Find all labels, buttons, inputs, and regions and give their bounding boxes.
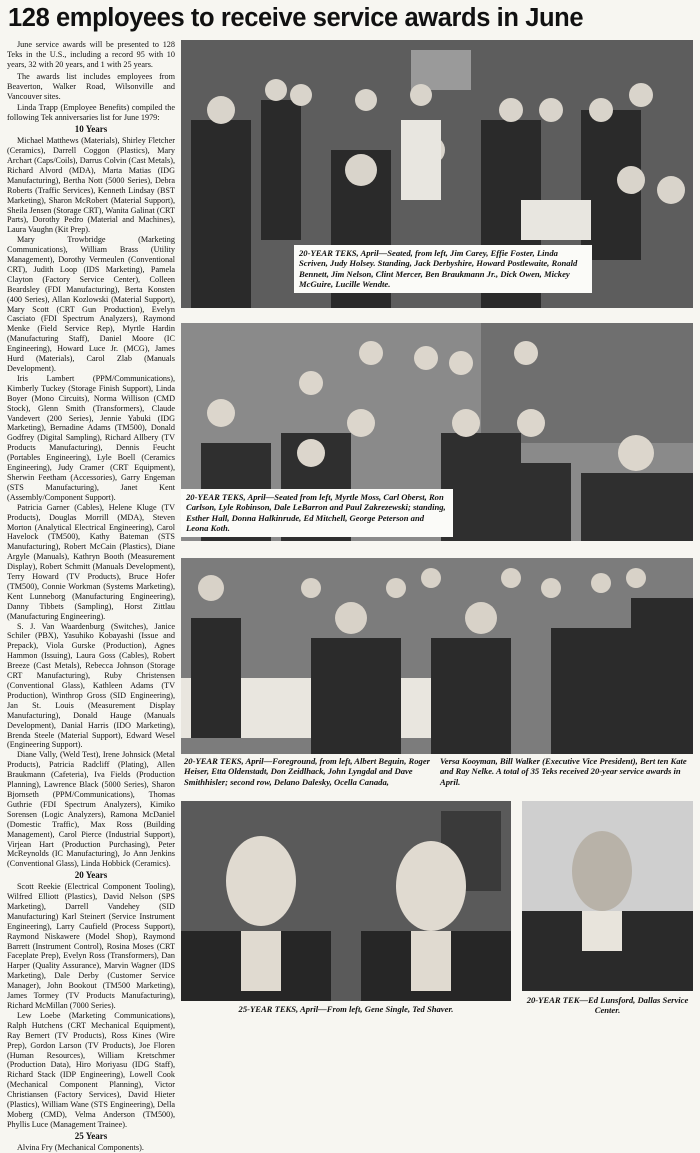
name-list-paragraph: Mary Trowbridge (Marketing Communications), William Brass (Utility Management), Dorothy Vermeulen (Conventional CRT), Judith Loop (IDS Marketing), Pamela Clayton (Factory Service Center), Colleen Beardsley (FDI Manufacturing), Berta Konsten (400 Series), Allan Kozlowski (Material Support), Mary Scott (CRT Gun Production), Evelyn Casciato (FDI Spectrum Analyzers), Raymond Menke (Field Service Rep), Myrtle Hardin (Manufacturing Staff), Daniel Moore (IC Engineering), Howard Luce Jr. (MCG), James Hurd (Materials), Carol Zlab (Manuals Development). (7, 235, 175, 373)
group-photo-3 (181, 558, 693, 754)
name-list-paragraph: Patricia Garner (Cables), Helene Kluge (TV Products), Douglas Morrill (MDA), Steven Morton (Analytical Electrical Engineering), Carol Havelock (TM500), Kathy Bateman (STS Manufacturing), Robert McCain (Plastics), Diane Argyle (Manuals), Kathryn Booth (Measurement Display), Robert Schmitt (Manuals Development), Terry Howard (TV Products), Bruce Hofer (TM500), Connie Workman (Systems Marketing), Kent Lunneborg (Manufacturing Engineering), Danny Tibbets (Sampling), Horst Zittlau (Manufacturing Engineering). (7, 502, 175, 621)
portrait-photo-5 (522, 801, 693, 991)
headline: 128 employees to receive service awards in June (8, 4, 584, 32)
section-heading-25-years: 25 Years (74, 1130, 108, 1141)
section-heading-10-years: 10 Years (74, 124, 108, 135)
awards-list-column (7, 40, 175, 1152)
photo-caption-2: 20-YEAR TEKS, April—Seated from left, Myrtle Moss, Carl Oberst, Ron Carlson, Lyle Robinson, Dale LeBarron and Paul Zakrezewski; standing, Esther Hall, Donna Halkinrude, Ed Mitchell, George Peterson and Leona Koth. (181, 489, 453, 537)
portrait-photo-4 (181, 801, 511, 1001)
group-photo-2 (181, 323, 693, 541)
name-list-paragraph: Michael Matthews (Materials), Shirley Fletcher (Ceramics), Darrell Coggon (Plastics), Mary Archart (Caps/Coils), Darrus Colvin (Cast Metals), Richard Alvord (MDA), Marta Matias (IDG Manufacturing), Bertha Nott (5000 Series), Debra Roberts (Traffic Services), Kenneth Lindsay (BST Marketing), Sharon McRobert (Material Support), Sheila Jensen (Storage CRT), Wanita Galinat (CRT Parts), Dorothy Pedro (Material and Machines), Laura Vaughn (Kit Prep). (7, 136, 175, 235)
intro-paragraph: The awards list includes employees from Beaverton, Walker Road, Wilsonville and Vancouver sites. (7, 71, 175, 101)
name-list-paragraph: S. J. Van Waardenburg (Switches), Janice Schiler (PBX), Yasuhiko Kobayashi (Issue and Prepack), Viola Gurske (Production), Agnes Hammon (Issuing), Laura Goss (Cables), Robert Breeze (Cast Metals), Rebecca Johnson (Storage CRT Manufacturing), Ruby Christensen (Conventional Glass), Kathleen Adams (TV Production), Winthrop Gross (SID Engineering), Jan St. Louis (Measurement Display Manufacturing), Donald Hauge (Manuals Development), Danial Harris (IDO Marketing), Brenda Steele (Material Support), Edward Wesel (Engineering Support). (7, 621, 175, 750)
section-heading-20-years: 20 Years (74, 870, 108, 881)
name-list-paragraph: Scott Reekie (Electrical Component Tooling), Wilfred Elliott (Plastics), David Nelson (SPS Marketing), Darrell Vandehey (SID Manufacturing) Karl Steinert (Service Instrument Engineering), Larry Caufield (Process Support), Raymond Niskawere (Model Shop), Raymond Barrett (Instrument Control), Rosina Moses (CRT Faceplate Prep), Evelyn Ross (Transformers), Dan Harper (Quality Assurance), Marvin Wagner (IDS Marketing), Dale Derby (Customer Service Manager), John Bookout (TM500 Marketing), James Tormey (TV Products Manufacturing), Richard McMillan (7000 Series). (7, 882, 175, 1010)
name-list-paragraph: Diane Vally, (Weld Test), Irene Johnsick (Metal Products), Patricia Radcliff (Plating), Allen Braukmann (Cafeteria), Iva Fields (Production Planning), Lawrence Black (5000 Series), Sharon Bjornseth (PPM/Communications), Thomas Guthrie (FDI Spectrum Analyzers), Kimiko Sorensen (Logic Analyzers), Ramona McDaniel (Domestic Traffic), Max Ross (Building Management), Carol Pierce (Industrial Support), Virjean Hart (Production Purchasing), Peter McReynolds (IC Manufacturing), Jo Ann Jenkins (Conventional Glass), Linda Hobbick (Ceramics). (7, 750, 175, 869)
group-photo-1 (181, 40, 693, 308)
photo-caption-4: 25-YEAR TEKS, April—From left, Gene Single, Ted Shaver. (238, 1004, 454, 1014)
photo-caption-3-left: 20-YEAR TEKS, April—Foreground, from left, Albert Beguin, Roger Heiser, Etta Oldenstadt, Don Zeidlhack, John Lyngdal and Dave Smithhisler; second row, Delano Dalesky, Ocella Canada, (184, 756, 430, 787)
name-list-paragraph: Alvina Fry (Mechanical Components). (17, 1142, 144, 1152)
name-list-paragraph: Lew Loebe (Marketing Communications), Ralph Hutchens (CRT Mechanical Equipment), Ray Bernert (TV Products), Ross Kines (Wire Prep), Gordon Larson (TV Products), Joe Floren (Human Resources), William Kretschmer (Production Data), Hiro Moriyasu (IDG Staff), Richard Stack (IDP Engineering), Lowell Cook (Mechanical Component Planning), Victor Christiansen (Factory Services), David Hieter (Plastics), William Wane (STS Engineering), Della Moberg (CMD), Velma Anderson (TM500), Phyllis Luce (Management Trainee). (7, 1010, 175, 1129)
photo-caption-5: 20-YEAR TEK—Ed Lunsford, Dallas Service Center. (526, 995, 689, 1016)
intro-paragraph: Linda Trapp (Employee Benefits) compiled the following Tek anniversaries list for June 1979: (7, 103, 175, 123)
name-list-paragraph: Iris Lambert (PPM/Communications), Kimberly Tuckey (Storage Finish Support), Linda Boyer (Mono Circuits), Norma Willison (CMD Stock), Glenn Smith (Transformers), Claude Vandevert (200 Series), Jennie Yabuki (IDG Marketing), Bernadine Adams (TM500), Donald Godfrey (Digital Sampling), Richard Allbery (TV Products Manufacturing), Dennis Feucht (Portables Engineering), Lyle Boell (Ceramics Engineering), Judy Cramer (CRT Equipment), Sherwin Feetham (Accessories), Garry Engeman (STS Manufacturing), Janet Kent (Assembly/Component Support). (7, 373, 175, 502)
intro-paragraph: June service awards will be presented to 128 Teks in the U.S., including a record 95 with 10 years, 32 with 20 years, and 1 with 25 years. (7, 40, 175, 69)
photo-caption-3-right: Versa Kooyman, Bill Walker (Executive Vice President), Bert ten Kate and Ray Nelke. A total of 35 Teks received 20-year service awards in April. (440, 756, 687, 787)
photo-caption-1: 20-YEAR TEKS, April—Seated, from left, Jim Carey, Effie Foster, Linda Scriven, Judy Holsey. Standing, Jack Derbyshire, Howard Postlewaite, Ronald Bennett, Jim Nelson, Clint Mercer, Ben Braukmann Jr., Dick Owen, Mickey McGuire, Lucille Wendte. (294, 245, 592, 293)
